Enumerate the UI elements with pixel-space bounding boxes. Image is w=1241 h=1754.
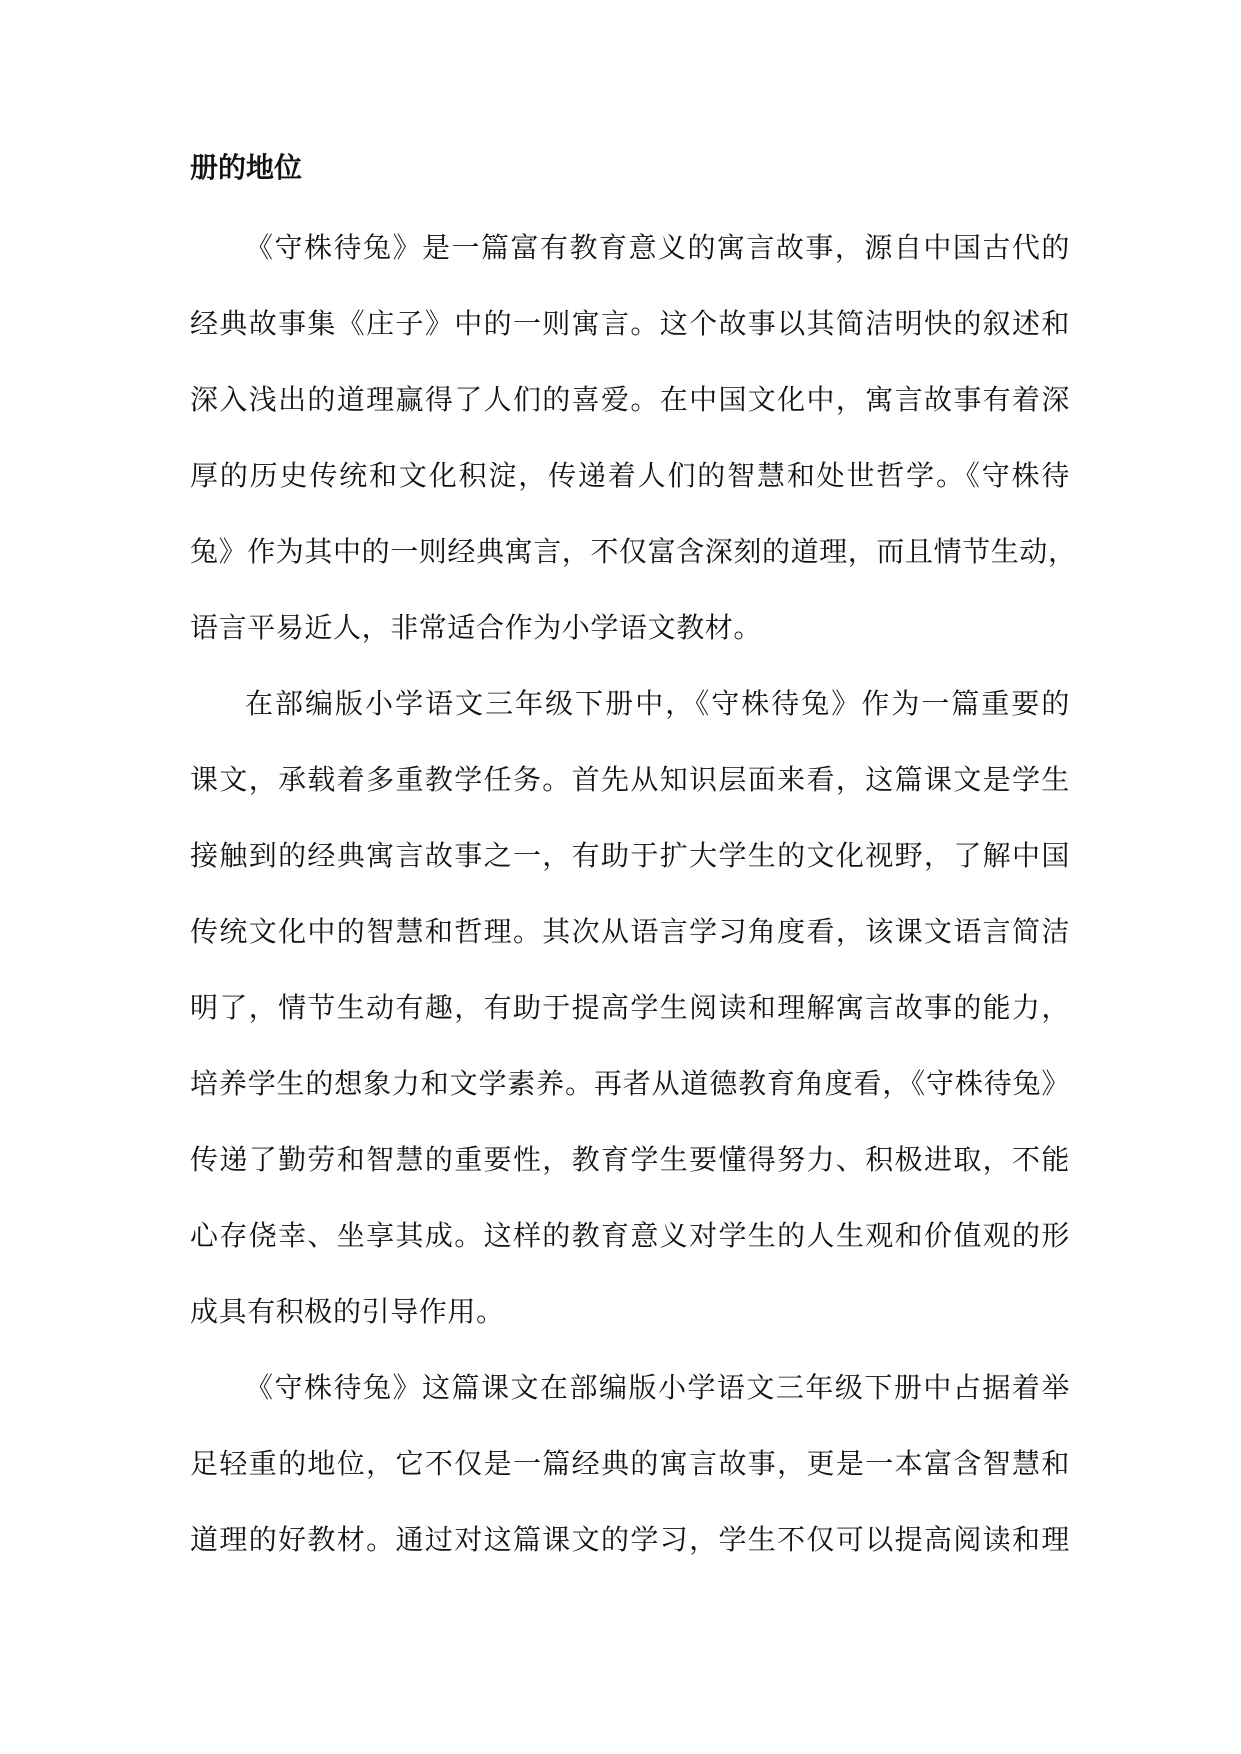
paragraph-line: 心存侥幸、坐享其成。这样的教育意义对学生的人生观和价值观的形 xyxy=(190,1219,1070,1252)
paragraph-line: 《守株待兔》这篇课文在部编版小学语文三年级下册中占据着举 xyxy=(245,1371,1070,1404)
paragraph-line: 传递了勤劳和智慧的重要性，教育学生要懂得努力、积极进取，不能 xyxy=(190,1143,1070,1176)
paragraph-line: 传统文化中的智慧和哲理。其次从语言学习角度看，该课文语言简洁 xyxy=(190,915,1070,948)
paragraph-line: 课文，承载着多重教学任务。首先从知识层面来看，这篇课文是学生 xyxy=(190,763,1070,796)
paragraph-line: 明了，情节生动有趣，有助于提高学生阅读和理解寓言故事的能力， xyxy=(190,991,1070,1024)
paragraph-line: 经典故事集《庄子》中的一则寓言。这个故事以其简洁明快的叙述和 xyxy=(190,307,1070,340)
paragraph-line: 成具有积极的引导作用。 xyxy=(190,1295,505,1328)
paragraph-line: 培养学生的想象力和文学素养。再者从道德教育角度看，《守株待兔》 xyxy=(190,1067,1070,1100)
paragraph-line: 兔》作为其中的一则经典寓言，不仅富含深刻的道理，而且情节生动， xyxy=(190,535,1077,568)
paragraph-line: 厚的历史传统和文化积淀，传递着人们的智慧和处世哲学。《守株待 xyxy=(190,459,1070,492)
paragraph-line: 接触到的经典寓言故事之一，有助于扩大学生的文化视野，了解中国 xyxy=(190,839,1070,872)
paragraph-line: 在部编版小学语文三年级下册中，《守株待兔》作为一篇重要的 xyxy=(245,687,1070,720)
paragraph-line: 足轻重的地位，它不仅是一篇经典的寓言故事，更是一本富含智慧和 xyxy=(190,1447,1070,1480)
paragraph-line: 道理的好教材。通过对这篇课文的学习，学生不仅可以提高阅读和理 xyxy=(190,1523,1070,1556)
paragraph-line: 《守株待兔》是一篇富有教育意义的寓言故事，源自中国古代的 xyxy=(245,231,1070,264)
paragraph-line: 语言平易近人，非常适合作为小学语文教材。 xyxy=(190,611,763,644)
paragraph-line: 深入浅出的道理赢得了人们的喜爱。在中国文化中，寓言故事有着深 xyxy=(190,383,1070,416)
section-heading: 册的地位 xyxy=(190,151,303,184)
